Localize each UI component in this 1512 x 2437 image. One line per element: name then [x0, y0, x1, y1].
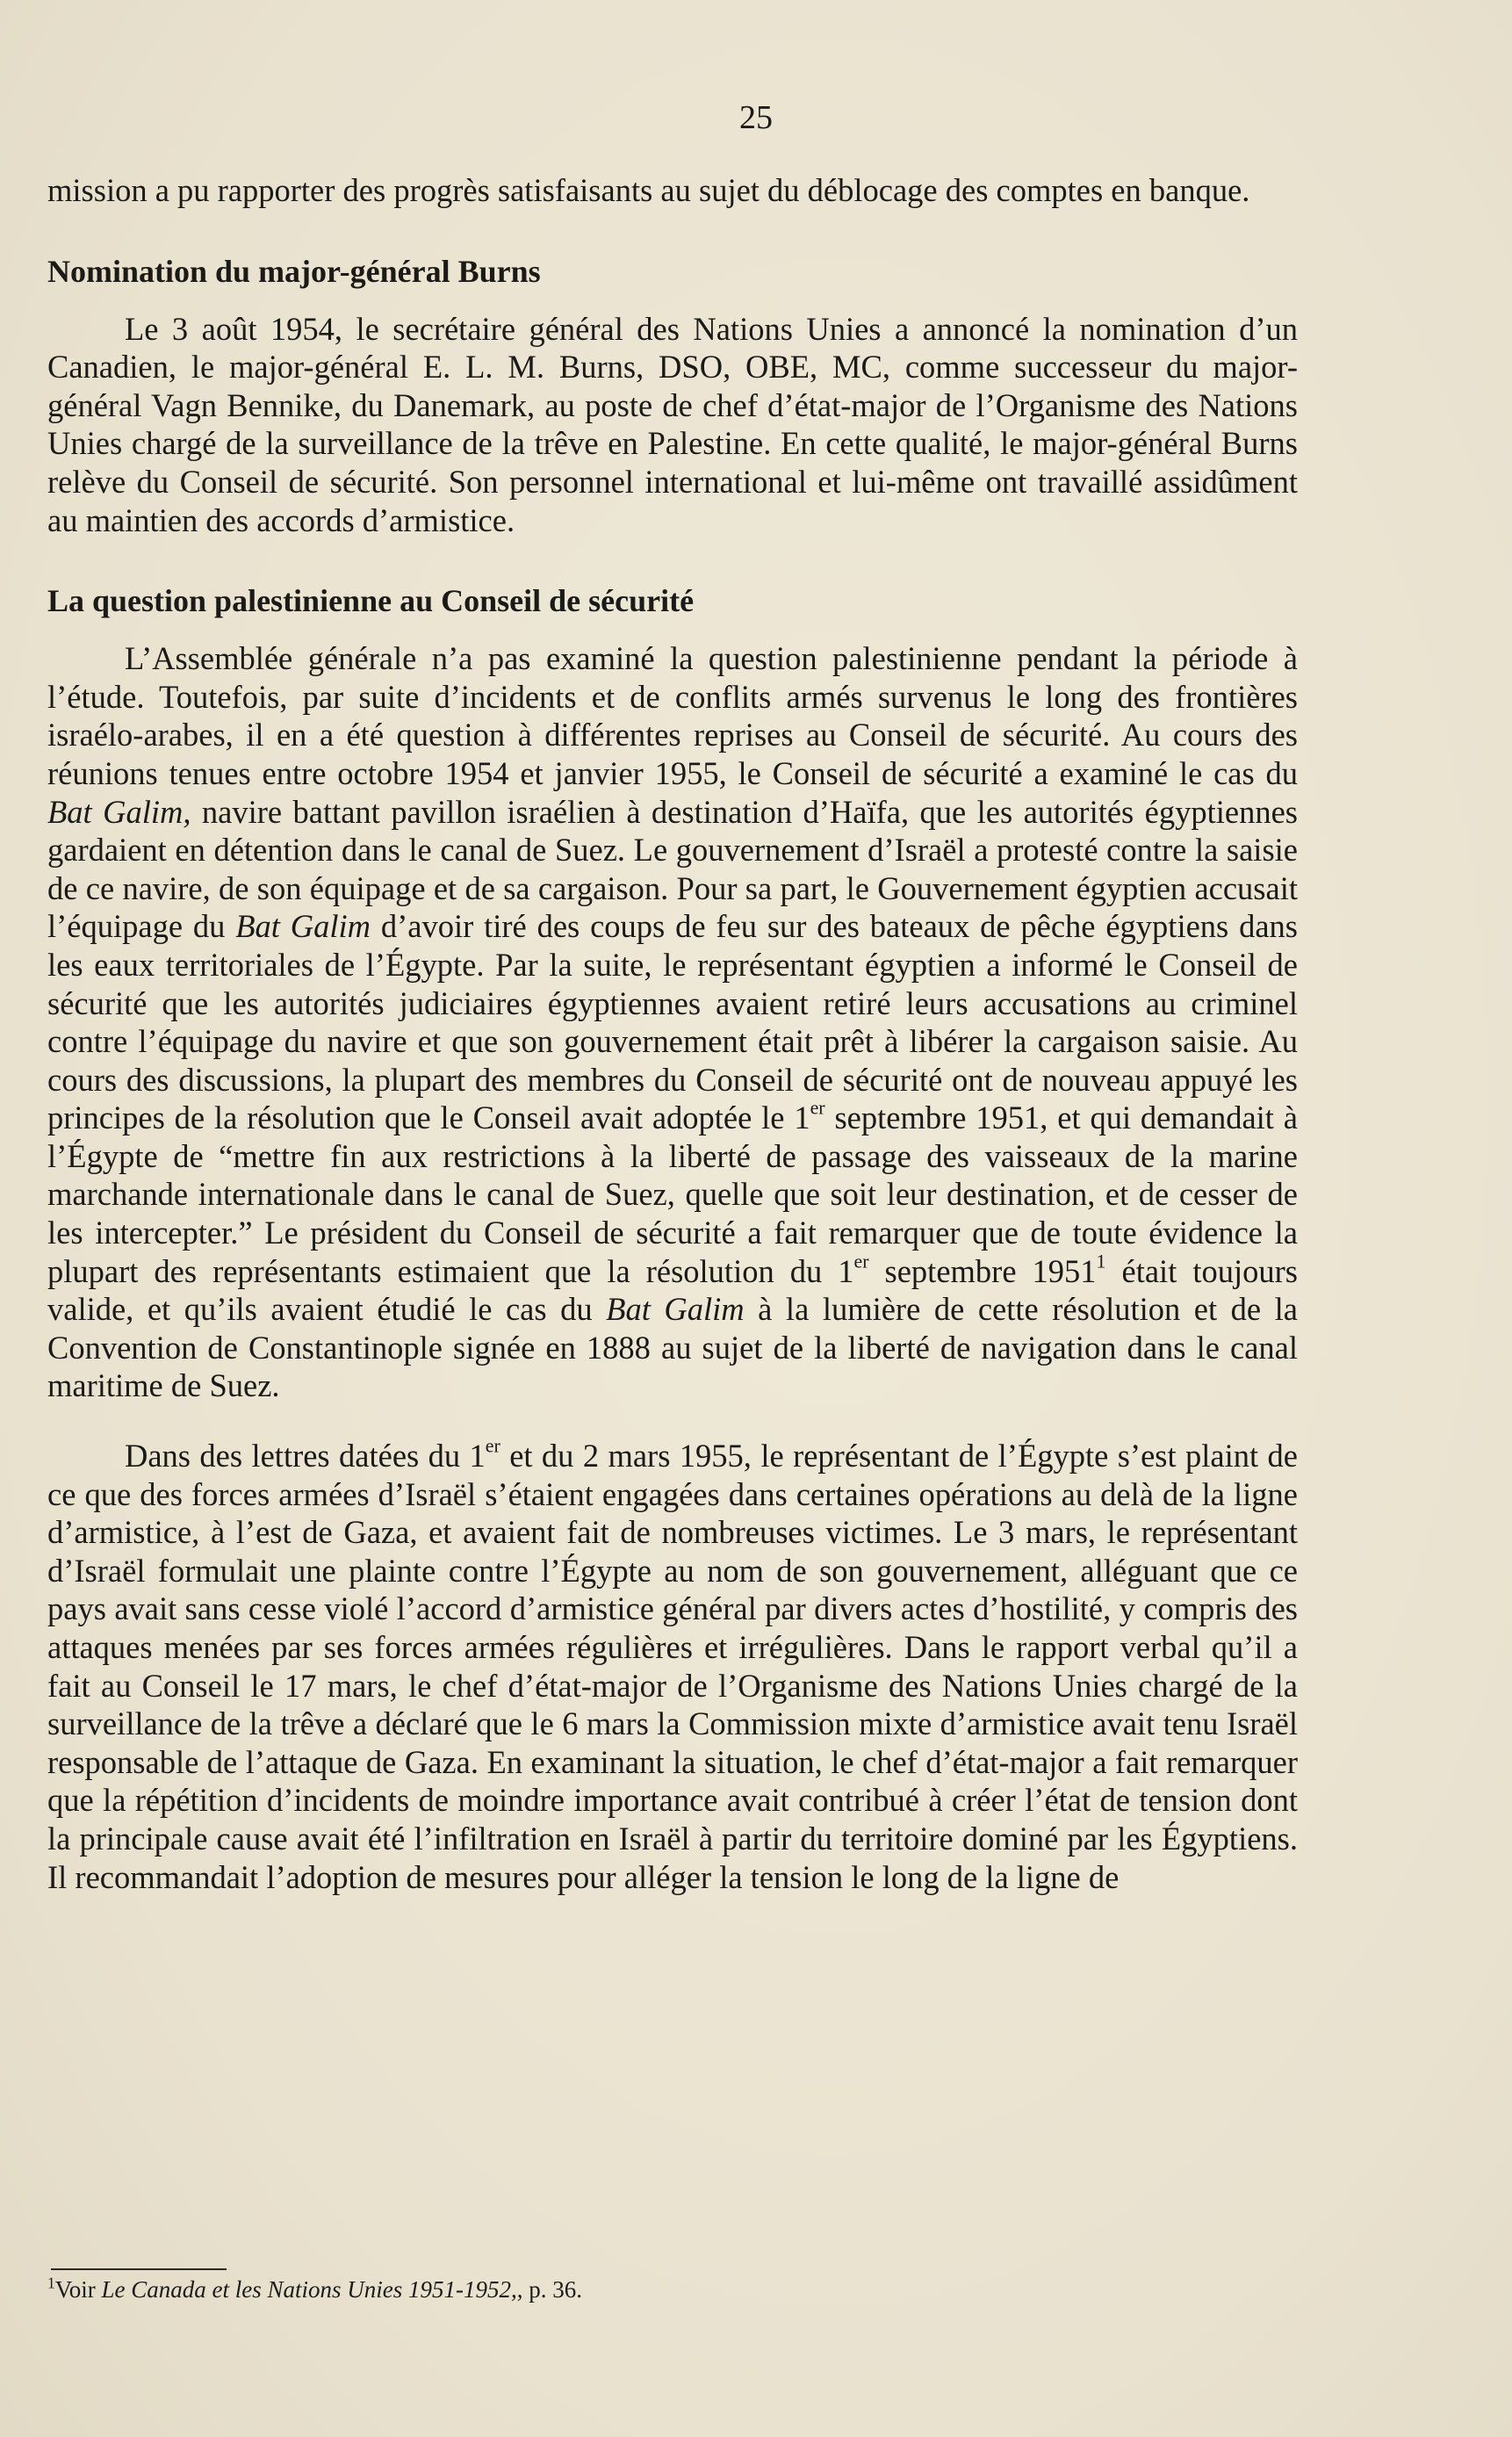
text-run: septembre 1951, et qui demandait à l’Égypte de “mettre fin aux restrictions à la liberté de passage des vaisseaux de la marine marchande internationale dans le canal de Suez, quelle que soit leur destination, et de cesser de les intercepter.” Le président du Conseil de sécurité a fait remarquer que de toute évidence la plupart des représentants estimaient que la résolution du 1 [47, 1100, 1298, 1289]
footnote-title: Le Canada et les Nations Unies 1951-1952, [101, 2276, 517, 2303]
italic-title: Bat Galim [606, 1291, 745, 1328]
text-run: L’Assemblée générale n’a pas examiné la question palestinienne pendant la période à l’étude. Toutefois, par suite d’incidents et de conflits armés survenus le long des frontières israélo-arabes, il en a été question à différentes reprises au Conseil de sécurité. Au cours des réunions tenues entre octobre 1954 et janvier 1955, le Conseil de sécurité a examiné le cas du [47, 640, 1298, 791]
footnote [47, 2275, 1298, 2304]
text-run: et du 2 mars 1955, le représentant de l’Égypte s’est plaint de ce que des forces armées d’Israël s’étaient engagées dans certaines opérations au delà de la ligne d’armistice, à l’est de Gaza, et avaient fait de nombreuses victimes. Le 3 mars, le représentant d’Israël formulait une plainte contre l’Égypte au nom de son gouvernement, alléguant que ce pays avait sans cesse violé l’accord d’armistice général par divers actes d’hostilité, y compris des attaques menées par ses forces armées régulières et irrégulières. Dans le rapport verbal qu’il a fait au Conseil le 17 mars, le chef d’état-major de l’Organisme des Nations Unies chargé de la surveillance de la trêve a déclaré que le 6 mars la Commission mixte d’armistice avait tenu Israël responsable de l’attaque de Gaza. En examinant la situation, le chef d’état-major a fait remarquer que la répétition d’incidents de moindre importance avait contribué à créer l’état de tension dont la principale cause avait été l’infiltration en Israël à partir du territoire dominé par les Égyptiens. Il recommandait l’adoption de mesures pour alléger la tension le long de la ligne de [47, 1438, 1298, 1895]
superscript: er [853, 1250, 869, 1273]
text-run: Dans des lettres datées du 1 [125, 1438, 486, 1474]
paragraph-1 [47, 171, 1298, 210]
italic-title: Bat Galim, [47, 793, 191, 830]
paragraph-4 [47, 1434, 1298, 1896]
italic-title: Bat Galim [235, 908, 371, 945]
body-text [47, 171, 1298, 1896]
text-run: était toujours valide, et qu’ils avaient étudié le cas du [47, 1252, 1298, 1328]
text-run: mission a pu rapporter des progrès satisfaisants au sujet du déblocage des comptes en banque. [47, 172, 1250, 208]
text-run: d’avoir tiré des coups de feu sur des bateaux de pêche égyptiens dans les eaux territoriales de l’Égypte. Par la suite, le représentant égyptien a informé le Conseil de sécurité que les autorités judiciaires égyptiennes avaient retiré leurs accusations au criminel contre l’équipage du navire et que son gouvernement était prêt à libérer la cargaison saisie. Au cours des discussions, la plupart des membres du Conseil de sécurité ont de nouveau appuyé les principes de la résolution que le Conseil avait adoptée le 1 [47, 908, 1298, 1136]
section-heading-palestine: La question palestinienne au Conseil de sécurité [47, 583, 695, 619]
section-heading-burns: Nomination du major-général Burns [47, 253, 541, 289]
paragraph-2 [47, 310, 1298, 540]
page-number: 25 [739, 99, 773, 136]
text-run: septembre 1951 [868, 1252, 1097, 1289]
paragraph-3 [47, 639, 1298, 1405]
footnote-marker: 1 [47, 2274, 55, 2292]
superscript: 1 [1096, 1250, 1106, 1273]
text-run: Le 3 août 1954, le secrétaire général des Nations Unies a annoncé la nomination d’un Canadien, le major-général E. L. M. Burns, DSO, OBE, MC, comme successeur du major-général Vagn Bennike, du Danemark, au poste de chef d’état-major de l’Organisme des Nations Unies chargé de la surveillance de la trêve en Palestine. En cette qualité, le major-général Burns relève du Conseil de sécurité. Son personnel international et lui-même ont travaillé assidûment au maintien des accords d’armistice. [47, 310, 1298, 538]
text-run: navire battant pavillon israélien à destination d’Haïfa, que les autorités égyptiennes gardaient en détention dans le canal de Suez. Le gouvernement d’Israël a protesté contre la saisie de ce navire, de son équipage et de sa cargaison. Pour sa part, le Gouvernement égyptien accusait l’équipage du [47, 793, 1299, 945]
footnote-prefix: Voir [54, 2276, 102, 2303]
text-run: à la lumière de cette résolution et de la Convention de Constantinople signée en 1888 au sujet de la liberté de navigation dans le canal maritime de Suez. [47, 1291, 1299, 1404]
footnote-suffix: , p. 36. [516, 2276, 583, 2303]
superscript: er [485, 1434, 500, 1457]
footnote-rule [51, 2268, 227, 2270]
superscript: er [810, 1096, 825, 1119]
